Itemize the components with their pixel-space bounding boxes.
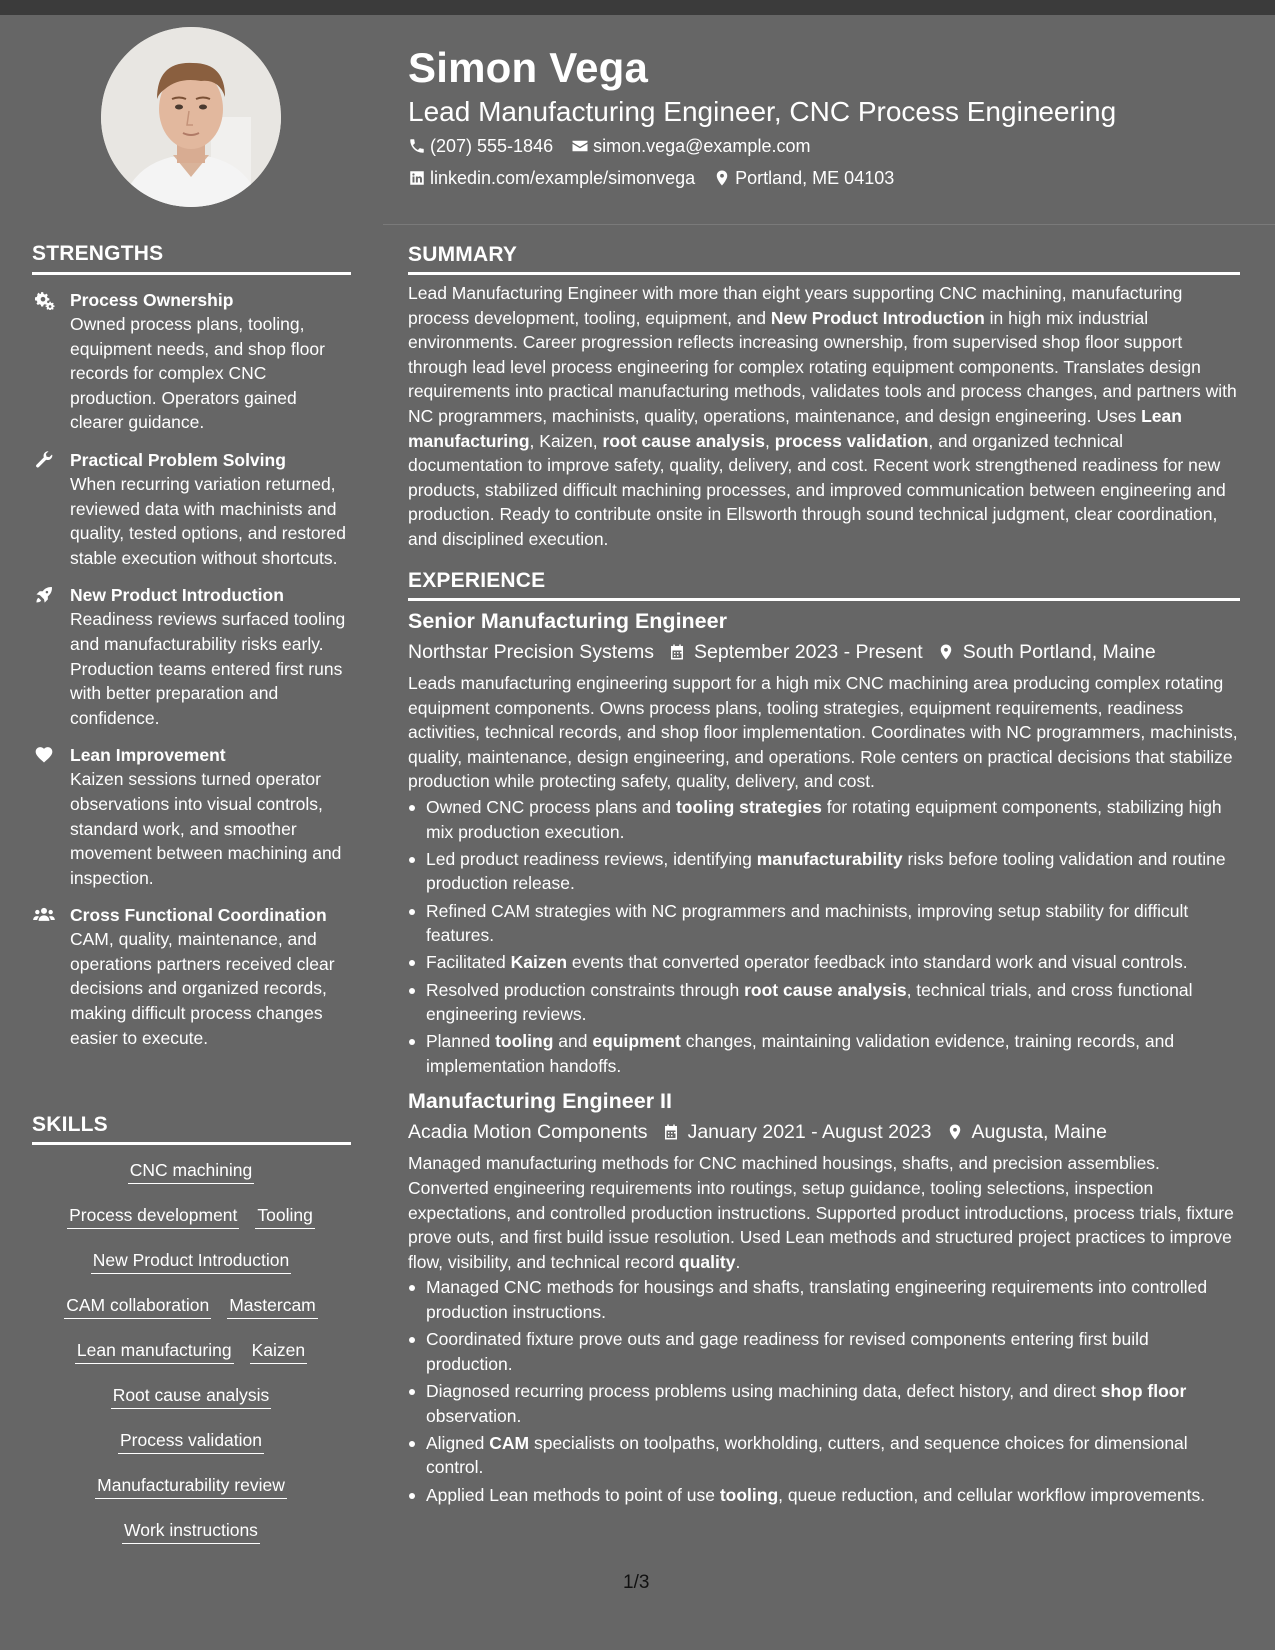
strength-item [32,583,352,730]
strength-title: Practical Problem Solving [70,449,286,470]
strengths-heading: STRENGTHS [32,242,164,265]
skill-tag: Tooling [255,1203,314,1229]
job-bullets [408,795,1240,1079]
linkedin-contact[interactable] [408,167,695,189]
linkedin-text: linkedin.com/example/simonvega [430,168,696,188]
rocket-icon [32,585,56,605]
strength-item [32,743,352,890]
list-item [408,1327,1240,1376]
phone-contact[interactable] [408,135,553,157]
job-company: Northstar Precision Systems [408,641,654,663]
text-run: Aligned [426,1432,490,1453]
job-description [408,671,1240,794]
skill-row [32,1428,350,1473]
text-run: Owned CNC process plans and [426,796,676,817]
calendar-icon [662,1122,680,1142]
skills-list [32,1158,350,1563]
text-run: Facilitated [426,952,511,973]
experience-list [408,607,1240,1510]
candidate-name: Simon Vega [408,44,649,91]
job-dates-text: January 2021 - August 2023 [687,1121,932,1144]
page-indicator: 1/3 [623,1572,650,1593]
text-run: Managed manufacturing methods for CNC machined housings, shafts, and precision assemblies. Converted engineering requirements into routings, setup guidance, tooling selections, inspection expectations, and controlled production instructions. Supported product introductions, process trials, fixture prove outs, and first build issue resolution. Used Lean methods and structured project practices to improve flow, visibility, and technical record [408,1153,1234,1272]
bold-keyword: tooling strategies [675,796,822,817]
list-item [408,1379,1240,1428]
portrait-image [101,27,281,207]
text-run: Leads manufacturing engineering support for a high mix CNC machining area producing complex rotating equipment components. Owns process plans, tooling strategies, equipment requirements, readiness activities, technical records, and shop floor implementation. Coordinates with NC programmers, machinists, quality, maintenance, design engineering, and operations. Role centers on practical decisions that stabilize production while protecting safety, quality, delivery, and cost. [408,673,1238,792]
gears-icon [32,290,56,310]
strength-title: New Product Introduction [70,585,284,606]
job-location-text: South Portland, Maine [962,641,1156,663]
bold-keyword: process validation [774,430,929,451]
summary-heading: SUMMARY [408,243,518,266]
skill-tag: Work instructions [122,1518,260,1544]
list-item [408,795,1240,844]
strengths-list [32,288,352,1063]
location-contact [713,167,894,189]
text-run: Resolved production constraints through [426,979,745,1000]
skill-tag: CAM collaboration [64,1293,211,1319]
text-run: Led product readiness reviews, identifying [426,848,757,869]
skill-row [32,1518,350,1563]
bold-keyword: root cause analysis [602,430,765,451]
map-pin-icon [713,169,731,187]
candidate-role: Lead Manufacturing Engineer, CNC Process Engineering [408,96,1117,127]
location-text: Portland, ME 04103 [735,168,895,188]
bold-keyword: root cause analysis [744,979,907,1000]
bold-keyword: equipment [592,1031,681,1052]
text-run: specialists on toolpaths, workholding, cutters, and sequence choices for dimensional control. [426,1432,1188,1478]
skill-tag: Lean manufacturing [75,1338,234,1364]
linkedin-icon [408,169,426,187]
text-run: for rotating equipment components, stabilizing high mix production execution. [426,796,1222,842]
skill-row [32,1338,350,1383]
email-text: simon.vega@example.com [593,136,811,156]
skill-row [32,1473,350,1518]
phone-text: (207) 555-1846 [430,136,554,156]
text-run: , and organized technical documentation to improve safety, quality, delivery, and cost. Recent work strengthened readiness for new products, stabilized difficult machining processes, and improved communication between engineering and production. Ready to contribute onsite in Ellsworth through sound technical judgment, clear coordination, and disciplined execution. [408,430,1226,549]
text-run: changes, maintaining validation evidence, training records, and implementation handoffs. [426,1031,1175,1076]
job-bullets [408,1275,1240,1507]
text-run: Diagnosed recurring process problems using machining data, defect history, and direct [426,1381,1101,1401]
text-run: and [553,1031,593,1052]
heart-icon [32,745,56,765]
strengths-rule [32,272,351,275]
skill-row [32,1383,350,1428]
job-dates-text: September 2023 - Present [694,641,923,663]
strength-text: When recurring variation returned, reviewed data with machinists and quality, tested options, and restored stable execution without shortcuts. [70,473,346,568]
job-meta [408,639,1240,665]
bold-keyword: quality [679,1251,736,1272]
strength-text: CAM, quality, maintenance, and operations partners received clear decisions and organized records, making difficult process changes easier to execute. [70,929,335,1048]
list-item [408,1483,1240,1508]
skill-row [32,1203,350,1248]
bold-keyword: CAM [489,1432,530,1453]
strength-item [32,288,352,435]
job-location-text: Augusta, Maine [971,1121,1108,1144]
job-title: Manufacturing Engineer II [408,1089,672,1114]
bold-keyword: New Product Introduction [770,307,985,328]
job-location [937,639,1156,665]
envelope-icon [571,137,589,155]
list-item [408,1029,1240,1078]
text-run: . [735,1251,741,1272]
skill-tag: Process validation [118,1428,264,1454]
skill-tag: New Product Introduction [91,1248,292,1274]
strength-title: Process Ownership [70,290,234,310]
skill-tag: Process development [67,1203,239,1229]
text-run: Managed CNC methods for housings and shafts, translating engineering requirements into controlled production instructions. [426,1277,1208,1323]
calendar-icon [668,642,686,662]
bold-keyword: Kaizen [510,952,568,973]
skill-tag: CNC machining [128,1158,255,1184]
text-run: Coordinated fixture prove outs and gage readiness for revised components entering first build production. [426,1329,1149,1374]
strength-item [32,903,352,1050]
list-item [408,847,1240,896]
summary-rule [408,272,1240,275]
contact-row-2 [408,167,912,189]
text-run: , queue reduction, and cellular workflow improvements. [778,1484,1206,1505]
email-contact[interactable] [571,135,810,157]
list-item [408,978,1240,1027]
text-run: risks before tooling validation and routine production release. [426,848,1226,894]
text-run: in high mix industrial environments. Career progression reflects increasing ownership, from supervised shop floor support through lead level process engineering for complex rotating equipment components. Translates design requirements into practical manufacturing methods, validates tools and process changes, and partners with NC programmers, machinists, quality, operations, maintenance, and design engineering. Uses [408,307,1237,426]
skill-row [32,1248,350,1293]
strength-text: Owned process plans, tooling, equipment needs, and shop floor records for complex CNC production. Operators gained clearer guidance. [70,314,325,433]
text-run: observation. [426,1405,522,1426]
map-pin-icon [946,1122,964,1142]
job-location [946,1119,1108,1145]
list-item [408,950,1240,975]
users-icon [32,905,56,925]
skill-row [32,1158,350,1203]
strength-title: Cross Functional Coordination [70,905,327,926]
skill-row [32,1293,350,1338]
skills-heading: SKILLS [32,1113,108,1136]
bold-keyword: shop floor [1100,1381,1187,1401]
job-company: Acadia Motion Components [408,1121,648,1144]
text-run: , [764,430,775,451]
phone-icon [408,137,426,155]
skill-tag: Mastercam [227,1293,318,1319]
text-run: , Kaizen, [529,430,603,451]
text-run: events that converted operator feedback into standard work and visual controls. [567,952,1188,973]
job-dates [662,1119,932,1145]
bold-keyword: tooling [495,1031,554,1052]
bold-keyword: Lean manufacturing [408,405,1182,451]
header-divider [383,224,1275,225]
job-entry [408,607,1240,1078]
text-run: Refined CAM strategies with NC programmers and machinists, improving setup stability for difficult features. [426,900,1189,946]
text-run: , technical trials, and cross functional engineering reviews. [426,979,1193,1025]
skill-tag: Kaizen [250,1338,308,1364]
text-run: Applied Lean methods to point of use [426,1484,720,1505]
text-run: Lead Manufacturing Engineer with more than eight years supporting CNC machining, manufacturing process development, tooling, equipment, and [408,283,1183,328]
experience-rule [408,598,1240,601]
profile-photo [101,27,281,207]
list-item [408,899,1240,948]
bold-keyword: manufacturability [756,848,903,869]
bold-keyword: tooling [719,1484,779,1505]
list-item [408,1431,1240,1480]
strength-item [32,448,352,570]
strength-text: Readiness reviews surfaced tooling and manufacturability risks early. Production teams entered first runs with better preparation and confidence. [70,609,346,728]
job-meta [408,1119,1240,1145]
job-title: Senior Manufacturing Engineer [408,609,727,633]
text-run: Planned [426,1031,496,1052]
map-pin-icon [937,642,955,662]
strength-title: Lean Improvement [70,745,226,766]
job-description [408,1151,1240,1274]
summary-text [408,281,1240,552]
job-entry [408,1087,1240,1507]
list-item [408,1275,1240,1324]
skills-rule [32,1142,351,1145]
skill-tag: Manufacturability review [95,1473,287,1499]
job-dates [668,639,923,665]
contact-row-1 [408,135,828,157]
top-bar [0,0,1275,15]
strength-text: Kaizen sessions turned operator observations into visual controls, standard work, and smoother movement between machining and inspection. [70,769,342,888]
skill-tag: Root cause analysis [111,1383,272,1409]
experience-heading: EXPERIENCE [408,569,546,592]
wrench-icon [32,450,56,470]
